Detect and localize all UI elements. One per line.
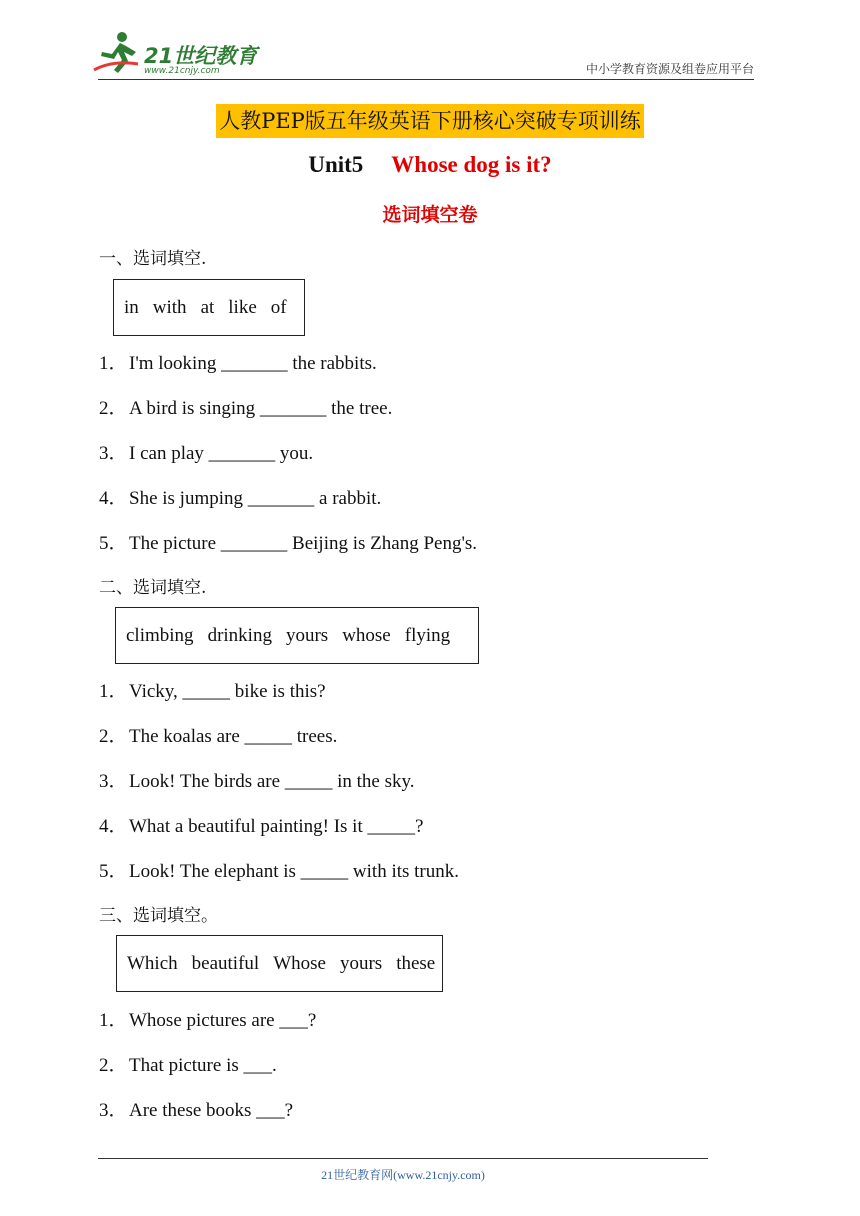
header-divider: [98, 79, 754, 80]
word-bank-item: yours: [285, 624, 329, 646]
question-text: The picture _______ Beijing is Zhang Peng's.: [129, 533, 478, 554]
question-number: 4．: [99, 488, 128, 509]
section-3-title: 三、选词填空。: [99, 906, 218, 926]
question-text: I'm looking _______ the rabbits.: [129, 353, 377, 374]
page-footer: 21世纪教育网(www.21cnjy.com): [321, 1168, 485, 1182]
word-bank-item: of: [270, 296, 287, 318]
question-number: 2．: [99, 398, 128, 419]
footer-divider: [98, 1158, 708, 1159]
question-number: 3．: [99, 771, 128, 792]
unit-name: Whose dog is it?: [391, 152, 552, 177]
section-2-word-bank: [115, 607, 479, 664]
question-item: [99, 348, 377, 375]
page-header: [0, 0, 860, 90]
word-bank-item: like: [228, 296, 257, 318]
question-item: [99, 1095, 293, 1122]
page-subtitle: 选词填空卷: [382, 204, 478, 226]
question-item: [99, 811, 423, 838]
question-number: 5．: [99, 861, 128, 882]
word-bank-item: climbing: [126, 624, 194, 646]
question-number: 4．: [99, 816, 128, 837]
site-logo: [92, 30, 262, 80]
word-bank-item: beautiful: [191, 952, 260, 974]
word-bank-item: drinking: [207, 624, 272, 646]
word-bank-item: Whose: [273, 952, 326, 974]
question-number: 1．: [99, 681, 128, 702]
page-title: 人教PEP版五年级英语下册核心突破专项训练: [216, 104, 644, 138]
word-bank-item: these: [396, 952, 436, 974]
word-bank-item: in: [124, 296, 139, 318]
question-number: 1．: [99, 1010, 128, 1031]
section-3-word-bank: [116, 935, 443, 992]
question-text: Look! The birds are _____ in the sky.: [129, 771, 415, 792]
unit-number: Unit5: [308, 152, 364, 177]
logo-text: 21世纪教育: [144, 44, 258, 68]
question-text: Vicky, _____ bike is this?: [129, 681, 326, 702]
question-item: [99, 676, 326, 703]
question-item: [99, 721, 337, 748]
word-bank-item: whose: [342, 624, 391, 646]
word-bank-item: Which: [127, 952, 178, 974]
question-number: 2．: [99, 726, 128, 747]
question-number: 2．: [99, 1055, 128, 1076]
word-bank-item: at: [200, 296, 215, 318]
word-bank-item: flying: [404, 624, 451, 646]
question-item: [99, 766, 414, 793]
question-number: 5．: [99, 533, 128, 554]
section-1-title: 一、选词填空.: [99, 249, 207, 269]
section-1-word-bank: [113, 279, 305, 336]
question-item: [99, 528, 477, 555]
section-2-title: 二、选词填空.: [99, 578, 207, 598]
question-text: Are these books ___?: [129, 1100, 294, 1121]
question-text: Whose pictures are ___?: [129, 1010, 317, 1031]
word-bank-item: with: [152, 296, 187, 318]
question-text: The koalas are _____ trees.: [129, 726, 338, 747]
unit-heading: [0, 152, 860, 178]
title-wrap: [0, 104, 860, 138]
question-item: [99, 1050, 277, 1077]
question-item: [99, 856, 459, 883]
question-item: [99, 1005, 316, 1032]
runner-logo-icon: [92, 30, 144, 76]
header-platform-text: 中小学教育资源及组卷应用平台: [585, 62, 754, 76]
question-text: I can play _______ you.: [129, 443, 314, 464]
question-text: What a beautiful painting! Is it _____?: [129, 816, 424, 837]
question-item: [99, 483, 381, 510]
question-number: 1．: [99, 353, 128, 374]
question-item: [99, 438, 313, 465]
question-text: That picture is ___.: [129, 1055, 277, 1076]
question-number: 3．: [99, 1100, 128, 1121]
question-number: 3．: [99, 443, 128, 464]
logo-url: www.21cnjy.com: [144, 66, 220, 76]
question-text: A bird is singing _______ the tree.: [129, 398, 393, 419]
word-bank-item: yours: [339, 952, 383, 974]
question-item: [99, 393, 392, 420]
question-text: Look! The elephant is _____ with its trunk.: [129, 861, 459, 882]
question-text: She is jumping _______ a rabbit.: [129, 488, 382, 509]
